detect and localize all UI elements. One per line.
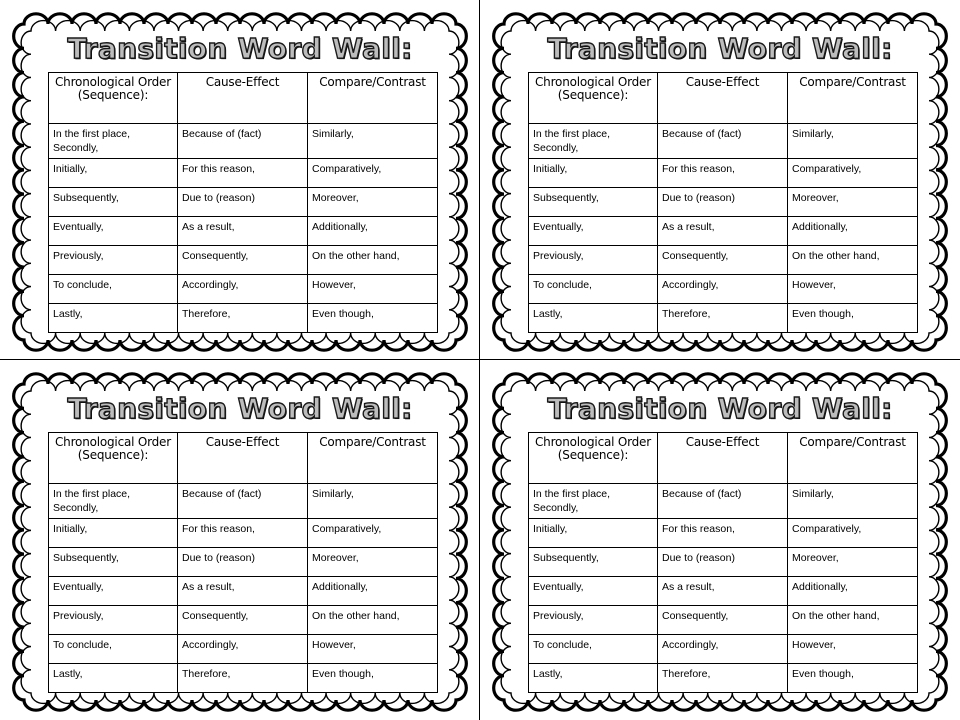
table-cell: For this reason, — [658, 159, 788, 188]
table-row — [49, 606, 438, 635]
table-cell: For this reason, — [658, 519, 788, 548]
table-row — [49, 635, 438, 664]
table-cell: Because of (fact) — [178, 124, 308, 159]
table-cell: As a result, — [178, 577, 308, 606]
table-cell: Consequently, — [178, 606, 308, 635]
table-cell: For this reason, — [178, 159, 308, 188]
table-row — [49, 519, 438, 548]
table-cell: Subsequently, — [529, 548, 658, 577]
vertical-cut-line — [479, 0, 480, 720]
table-cell: To conclude, — [49, 275, 178, 304]
table-row — [49, 577, 438, 606]
word-wall-card — [0, 0, 480, 360]
table-cell: Therefore, — [658, 304, 788, 333]
column-header: Chronological Order (Sequence): — [49, 433, 178, 484]
table-cell: Additionally, — [788, 217, 918, 246]
table-cell: Previously, — [49, 606, 178, 635]
table-cell: On the other hand, — [308, 606, 438, 635]
table-row — [529, 548, 918, 577]
table-cell: Due to (reason) — [178, 188, 308, 217]
table-cell: Comparatively, — [308, 519, 438, 548]
column-header: Cause-Effect — [178, 73, 308, 124]
table-cell: Initially, — [529, 519, 658, 548]
table-cell: Due to (reason) — [178, 548, 308, 577]
table-cell: Accordingly, — [658, 275, 788, 304]
column-header: Cause-Effect — [658, 433, 788, 484]
column-header: Cause-Effect — [178, 433, 308, 484]
table-row — [49, 275, 438, 304]
table-cell: Moreover, — [788, 188, 918, 217]
table-cell: Lastly, — [49, 304, 178, 333]
table-cell: Subsequently, — [49, 548, 178, 577]
table-cell: However, — [788, 275, 918, 304]
table-row — [49, 304, 438, 333]
table-cell: On the other hand, — [788, 246, 918, 275]
table-row — [529, 124, 918, 159]
table-cell: Lastly, — [49, 664, 178, 693]
column-header: Compare/Contrast — [308, 433, 438, 484]
table-row — [529, 246, 918, 275]
table-cell: Because of (fact) — [178, 484, 308, 519]
transition-words-table — [48, 72, 438, 333]
table-cell: Moreover, — [308, 548, 438, 577]
column-header: Compare/Contrast — [788, 73, 918, 124]
table-cell: On the other hand, — [308, 246, 438, 275]
table-cell: Even though, — [788, 304, 918, 333]
table-cell: To conclude, — [529, 275, 658, 304]
table-cell: Initially, — [49, 519, 178, 548]
table-cell: Comparatively, — [788, 159, 918, 188]
table-row — [49, 159, 438, 188]
table-cell: Comparatively, — [788, 519, 918, 548]
table-cell: However, — [308, 275, 438, 304]
table-cell: Accordingly, — [178, 635, 308, 664]
table-cell: Due to (reason) — [658, 548, 788, 577]
table-cell: In the first place, Secondly, — [529, 124, 658, 159]
table-cell: Even though, — [308, 304, 438, 333]
horizontal-cut-line — [0, 359, 960, 360]
column-header: Cause-Effect — [658, 73, 788, 124]
table-row — [49, 664, 438, 693]
table-cell: Accordingly, — [178, 275, 308, 304]
table-cell: Therefore, — [178, 304, 308, 333]
table-cell: Because of (fact) — [658, 124, 788, 159]
table-cell: Consequently, — [658, 606, 788, 635]
table-cell: Similarly, — [788, 484, 918, 519]
table-row — [529, 188, 918, 217]
column-header: Chronological Order (Sequence): — [49, 73, 178, 124]
table-cell: Lastly, — [529, 664, 658, 693]
table-cell: Even though, — [308, 664, 438, 693]
table-cell: Additionally, — [788, 577, 918, 606]
table-row — [529, 304, 918, 333]
table-cell: Even though, — [788, 664, 918, 693]
table-cell: However, — [308, 635, 438, 664]
table-cell: As a result, — [658, 217, 788, 246]
table-cell: To conclude, — [529, 635, 658, 664]
table-row — [529, 635, 918, 664]
table-row — [49, 188, 438, 217]
table-cell: Eventually, — [529, 577, 658, 606]
table-cell: For this reason, — [178, 519, 308, 548]
table-row — [529, 275, 918, 304]
table-cell: Lastly, — [529, 304, 658, 333]
table-cell: On the other hand, — [788, 606, 918, 635]
table-cell: Therefore, — [178, 664, 308, 693]
table-cell: Because of (fact) — [658, 484, 788, 519]
table-cell: Previously, — [529, 246, 658, 275]
table-cell: Moreover, — [788, 548, 918, 577]
column-header: Compare/Contrast — [788, 433, 918, 484]
transition-words-table — [48, 432, 438, 693]
table-row — [49, 548, 438, 577]
table-cell: Previously, — [529, 606, 658, 635]
table-cell: Consequently, — [178, 246, 308, 275]
table-cell: Therefore, — [658, 664, 788, 693]
card-title: Transition Word Wall: — [547, 392, 893, 425]
table-row — [529, 484, 918, 519]
table-cell: Additionally, — [308, 577, 438, 606]
table-cell: In the first place, Secondly, — [529, 484, 658, 519]
column-header: Chronological Order (Sequence): — [529, 433, 658, 484]
transition-words-table — [528, 72, 918, 333]
table-cell: Eventually, — [529, 217, 658, 246]
table-cell: Accordingly, — [658, 635, 788, 664]
card-title: Transition Word Wall: — [547, 32, 893, 65]
table-cell: Additionally, — [308, 217, 438, 246]
table-cell: Initially, — [529, 159, 658, 188]
table-cell: However, — [788, 635, 918, 664]
table-row — [49, 217, 438, 246]
table-row — [529, 606, 918, 635]
table-cell: Initially, — [49, 159, 178, 188]
table-cell: Due to (reason) — [658, 188, 788, 217]
table-row — [49, 124, 438, 159]
word-wall-card — [480, 0, 960, 360]
table-row — [529, 159, 918, 188]
table-row — [529, 217, 918, 246]
table-cell: Comparatively, — [308, 159, 438, 188]
table-row — [529, 519, 918, 548]
table-cell: As a result, — [658, 577, 788, 606]
table-cell: In the first place, Secondly, — [49, 484, 178, 519]
table-cell: Similarly, — [308, 124, 438, 159]
table-cell: To conclude, — [49, 635, 178, 664]
table-cell: In the first place, Secondly, — [49, 124, 178, 159]
word-wall-card — [480, 360, 960, 720]
table-cell: Consequently, — [658, 246, 788, 275]
table-row — [529, 664, 918, 693]
table-row — [49, 484, 438, 519]
table-cell: Subsequently, — [529, 188, 658, 217]
table-cell: Previously, — [49, 246, 178, 275]
table-cell: Eventually, — [49, 217, 178, 246]
card-title: Transition Word Wall: — [67, 392, 413, 425]
word-wall-card — [0, 360, 480, 720]
table-cell: Similarly, — [788, 124, 918, 159]
transition-words-table — [528, 432, 918, 693]
table-row — [529, 577, 918, 606]
column-header: Compare/Contrast — [308, 73, 438, 124]
table-row — [49, 246, 438, 275]
table-cell: As a result, — [178, 217, 308, 246]
card-title: Transition Word Wall: — [67, 32, 413, 65]
table-cell: Eventually, — [49, 577, 178, 606]
table-cell: Subsequently, — [49, 188, 178, 217]
table-cell: Similarly, — [308, 484, 438, 519]
table-cell: Moreover, — [308, 188, 438, 217]
column-header: Chronological Order (Sequence): — [529, 73, 658, 124]
